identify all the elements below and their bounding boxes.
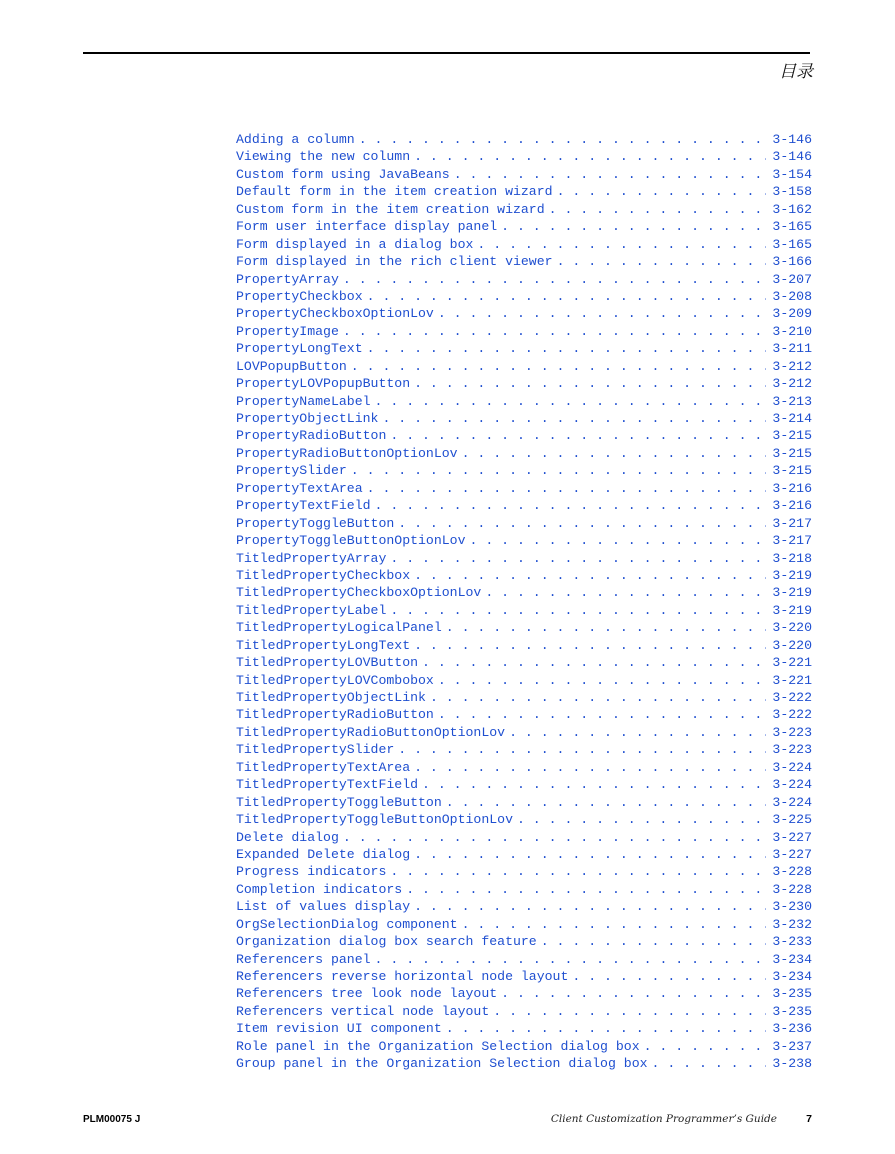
- toc-entry[interactable]: [236, 602, 812, 619]
- toc-leader-dots: [414, 637, 766, 654]
- toc-entry-page[interactable]: 3-214: [772, 411, 812, 426]
- toc-entry-page[interactable]: 3-165: [772, 219, 812, 235]
- toc-entry-title[interactable]: TitledPropertyObjectLink: [236, 690, 426, 705]
- toc-entry-title[interactable]: Referencers tree look node layout: [236, 986, 498, 1002]
- toc-entry-title[interactable]: TitledPropertyLOVCombobox: [236, 672, 434, 688]
- toc-entry[interactable]: [236, 898, 812, 915]
- toc-entry-page[interactable]: 3-207: [772, 271, 812, 287]
- toc-entry-title[interactable]: PropertyCheckboxOptionLov: [236, 306, 434, 322]
- toc-entry-title[interactable]: Completion indicators: [236, 881, 403, 897]
- toc-entry-title[interactable]: PropertyTextField: [236, 498, 371, 514]
- toc-leader-dots: [343, 271, 766, 288]
- toc-entry[interactable]: [236, 253, 812, 270]
- toc-entry[interactable]: [236, 584, 812, 601]
- toc-entry-page[interactable]: 3-235: [772, 1003, 812, 1019]
- header-rule: [83, 52, 810, 54]
- toc-entry[interactable]: [236, 829, 812, 846]
- toc-entry-title[interactable]: TitledPropertyLOVButton: [236, 655, 419, 671]
- toc-entry-page[interactable]: 3-166: [772, 254, 812, 270]
- toc-entry-page[interactable]: 3-221: [772, 655, 812, 671]
- toc-leader-dots: [382, 410, 766, 427]
- toc-entry[interactable]: [236, 724, 812, 741]
- toc-entry-page[interactable]: 3-212: [772, 376, 812, 392]
- toc-leader-dots: [549, 201, 766, 218]
- toc-entry-title[interactable]: TitledPropertyArray: [236, 550, 387, 566]
- toc-leader-dots: [446, 794, 766, 811]
- toc-entry[interactable]: [236, 985, 812, 1002]
- toc-entry-page[interactable]: 3-222: [772, 707, 812, 723]
- toc-leader-dots: [398, 515, 766, 532]
- toc-entry-title[interactable]: TitledPropertyTextArea: [236, 759, 411, 775]
- toc-entry[interactable]: [236, 776, 812, 793]
- toc-entry-title[interactable]: Viewing the new column: [236, 149, 411, 165]
- toc-entry-page[interactable]: 3-219: [772, 567, 812, 583]
- toc-entry[interactable]: [236, 305, 812, 322]
- section-title: 目录: [779, 62, 813, 82]
- toc-leader-dots: [644, 1038, 766, 1055]
- toc-entry-title[interactable]: TitledPropertyRadioButton: [236, 707, 434, 723]
- toc-leader-dots: [446, 619, 766, 636]
- toc-entry[interactable]: [236, 637, 812, 654]
- toc-entry[interactable]: [236, 968, 812, 985]
- toc-entry[interactable]: [236, 148, 812, 165]
- toc-entry-page[interactable]: 3-224: [772, 794, 812, 810]
- toc-entry-title[interactable]: Role panel in the Organization Selection dialog box: [236, 1038, 640, 1054]
- toc-entry-title[interactable]: Progress indicators: [236, 864, 387, 880]
- toc-entry[interactable]: [236, 916, 812, 933]
- toc-entry-page[interactable]: 3-223: [772, 724, 812, 740]
- toc-entry[interactable]: [236, 794, 812, 811]
- toc-entry-page[interactable]: 3-224: [772, 777, 812, 793]
- toc-entry-title[interactable]: Custom form using JavaBeans: [236, 166, 450, 182]
- toc-entry-title[interactable]: PropertyArray: [236, 271, 339, 287]
- toc-entry-title[interactable]: PropertyTextArea: [236, 480, 363, 496]
- toc-leader-dots: [517, 811, 766, 828]
- toc-entry-title[interactable]: TitledPropertyLogicalPanel: [236, 620, 442, 636]
- toc-leader-dots: [390, 863, 766, 880]
- table-of-contents: [236, 131, 812, 1073]
- toc-entry[interactable]: [236, 445, 812, 462]
- toc-entry[interactable]: [236, 393, 812, 410]
- toc-entry[interactable]: [236, 236, 812, 253]
- toc-entry[interactable]: [236, 183, 812, 200]
- toc-entry-page[interactable]: 3-211: [772, 341, 812, 357]
- toc-entry-page[interactable]: 3-233: [772, 934, 812, 950]
- toc-entry-page[interactable]: 3-154: [772, 166, 812, 182]
- toc-leader-dots: [501, 985, 766, 1002]
- toc-entry[interactable]: [236, 323, 812, 340]
- toc-leader-dots: [438, 305, 766, 322]
- toc-entry-page[interactable]: 3-220: [772, 620, 812, 636]
- toc-entry[interactable]: [236, 1003, 812, 1020]
- toc-entry[interactable]: [236, 811, 812, 828]
- footer-doc-code: PLM00075 J: [83, 1114, 141, 1125]
- toc-entry-title[interactable]: TitledPropertyToggleButton: [236, 794, 442, 810]
- toc-entry-page[interactable]: 3-210: [772, 323, 812, 339]
- toc-entry-page[interactable]: 3-146: [772, 149, 812, 165]
- toc-leader-dots: [367, 288, 766, 305]
- toc-leader-dots: [470, 532, 767, 549]
- toc-leader-dots: [390, 550, 766, 567]
- toc-leader-dots: [501, 218, 766, 235]
- toc-leader-dots: [438, 672, 766, 689]
- footer-page-number: 7: [806, 1113, 812, 1125]
- toc-leader-dots: [367, 340, 766, 357]
- toc-entry-title[interactable]: Group panel in the Organization Selection dialog box: [236, 1056, 648, 1072]
- toc-entry-page[interactable]: 3-215: [772, 428, 812, 444]
- toc-entry-title[interactable]: Adding a column: [236, 132, 355, 147]
- toc-entry-page[interactable]: 3-162: [772, 201, 812, 217]
- toc-entry-title[interactable]: TitledPropertyCheckboxOptionLov: [236, 585, 482, 601]
- toc-entry[interactable]: [236, 689, 812, 706]
- toc-entry-title[interactable]: Form displayed in a dialog box: [236, 236, 474, 252]
- toc-entry-page[interactable]: 3-217: [772, 515, 812, 531]
- toc-entry[interactable]: [236, 515, 812, 532]
- toc-entry[interactable]: [236, 863, 812, 880]
- toc-entry[interactable]: [236, 672, 812, 689]
- toc-entry-title[interactable]: TitledPropertyLabel: [236, 602, 387, 618]
- toc-entry-page[interactable]: 3-218: [772, 550, 812, 566]
- toc-entry-title[interactable]: PropertyObjectLink: [236, 411, 379, 426]
- toc-entry[interactable]: [236, 462, 812, 479]
- toc-entry-title[interactable]: Form user interface display panel: [236, 219, 498, 235]
- toc-entry-page[interactable]: 3-212: [772, 358, 812, 374]
- toc-leader-dots: [414, 846, 766, 863]
- toc-entry-page[interactable]: 3-165: [772, 236, 812, 252]
- toc-entry-page[interactable]: 3-225: [772, 812, 812, 828]
- toc-entry-title[interactable]: Item revision UI component: [236, 1021, 442, 1037]
- toc-leader-dots: [398, 741, 766, 758]
- toc-entry-page[interactable]: 3-216: [772, 480, 812, 496]
- toc-leader-dots: [375, 951, 766, 968]
- toc-entry-title[interactable]: PropertyToggleButtonOptionLov: [236, 533, 466, 549]
- toc-entry-page[interactable]: 3-227: [772, 846, 812, 862]
- toc-leader-dots: [430, 689, 766, 706]
- toc-entry-title[interactable]: PropertyCheckbox: [236, 288, 363, 304]
- toc-entry-title[interactable]: List of values display: [236, 899, 411, 915]
- toc-leader-dots: [343, 829, 766, 846]
- toc-leader-dots: [406, 881, 766, 898]
- toc-entry-title[interactable]: Form displayed in the rich client viewer: [236, 254, 553, 270]
- toc-leader-dots: [414, 148, 766, 165]
- toc-leader-dots: [493, 1003, 766, 1020]
- toc-leader-dots: [446, 1020, 766, 1037]
- toc-leader-dots: [557, 183, 766, 200]
- toc-entry-page[interactable]: 3-213: [772, 393, 812, 409]
- toc-entry-page[interactable]: 3-223: [772, 742, 812, 758]
- footer-guide-title: Client Customization Programmer’s Guide: [550, 1113, 777, 1125]
- toc-leader-dots: [414, 898, 766, 915]
- toc-entry-title[interactable]: TitledPropertySlider: [236, 742, 395, 758]
- toc-leader-dots: [652, 1055, 766, 1072]
- toc-leader-dots: [390, 602, 766, 619]
- toc-entry-title[interactable]: Referencers vertical node layout: [236, 1003, 490, 1019]
- toc-leader-dots: [485, 584, 766, 601]
- toc-entry-title[interactable]: TitledPropertyTextField: [236, 777, 419, 793]
- toc-leader-dots: [351, 358, 766, 375]
- toc-leader-dots: [390, 427, 766, 444]
- toc-entry-page[interactable]: 3-224: [772, 759, 812, 775]
- toc-entry-title[interactable]: LOVPopupButton: [236, 358, 347, 374]
- toc-entry-title[interactable]: TitledPropertyToggleButtonOptionLov: [236, 812, 513, 828]
- toc-leader-dots: [343, 323, 766, 340]
- toc-leader-dots: [572, 968, 766, 985]
- toc-entry[interactable]: [236, 218, 812, 235]
- toc-entry-page[interactable]: 3-219: [772, 585, 812, 601]
- toc-leader-dots: [375, 393, 766, 410]
- toc-entry-title[interactable]: PropertyRadioButtonOptionLov: [236, 445, 458, 461]
- toc-entry-page[interactable]: 3-217: [772, 533, 812, 549]
- toc-entry-title[interactable]: TitledPropertyRadioButtonOptionLov: [236, 724, 506, 740]
- toc-entry-title[interactable]: PropertySlider: [236, 463, 347, 479]
- toc-entry-page[interactable]: 3-232: [772, 916, 812, 932]
- toc-entry-title[interactable]: Custom form in the item creation wizard: [236, 201, 545, 217]
- toc-entry[interactable]: [236, 706, 812, 723]
- toc-entry[interactable]: [236, 951, 812, 968]
- toc-leader-dots: [422, 654, 766, 671]
- toc-entry-page[interactable]: 3-215: [772, 463, 812, 479]
- toc-entry[interactable]: [236, 741, 812, 758]
- toc-entry[interactable]: [236, 201, 812, 218]
- toc-entry-title[interactable]: PropertyLOVPopupButton: [236, 376, 411, 392]
- toc-entry-title[interactable]: Expanded Delete dialog: [236, 846, 411, 862]
- toc-entry[interactable]: [236, 166, 812, 183]
- toc-entry[interactable]: [236, 654, 812, 671]
- toc-entry[interactable]: [236, 131, 812, 148]
- toc-entry-page[interactable]: 3-237: [772, 1038, 812, 1054]
- toc-entry[interactable]: [236, 1020, 812, 1037]
- toc-entry-page[interactable]: 3-146: [772, 132, 812, 147]
- toc-entry-title[interactable]: Referencers panel: [236, 951, 371, 967]
- toc-entry-title[interactable]: TitledPropertyCheckbox: [236, 567, 411, 583]
- toc-leader-dots: [462, 916, 766, 933]
- toc-entry[interactable]: [236, 759, 812, 776]
- toc-leader-dots: [414, 759, 766, 776]
- toc-leader-dots: [557, 253, 766, 270]
- toc-entry-title[interactable]: Referencers reverse horizontal node layout: [236, 969, 569, 984]
- toc-entry[interactable]: [236, 427, 812, 444]
- toc-entry-title[interactable]: PropertyRadioButton: [236, 428, 387, 444]
- toc-leader-dots: [422, 776, 766, 793]
- toc-entry-page[interactable]: 3-208: [772, 288, 812, 304]
- toc-entry-title[interactable]: PropertyLongText: [236, 341, 363, 357]
- toc-entry-page[interactable]: 3-238: [772, 1056, 812, 1072]
- toc-entry-title[interactable]: Organization dialog box search feature: [236, 934, 537, 950]
- toc-entry[interactable]: [236, 550, 812, 567]
- toc-entry-title[interactable]: OrgSelectionDialog component: [236, 916, 458, 932]
- toc-entry-page[interactable]: 3-215: [772, 445, 812, 461]
- toc-entry-page[interactable]: 3-230: [772, 899, 812, 915]
- toc-leader-dots: [462, 445, 766, 462]
- toc-entry[interactable]: [236, 288, 812, 305]
- toc-leader-dots: [375, 497, 766, 514]
- toc-leader-dots: [414, 567, 766, 584]
- toc-entry-page[interactable]: 3-228: [772, 881, 812, 897]
- toc-entry[interactable]: [236, 881, 812, 898]
- toc-entry[interactable]: [236, 358, 812, 375]
- toc-leader-dots: [414, 375, 766, 392]
- toc-leader-dots: [454, 166, 766, 183]
- toc-entry-title[interactable]: PropertyNameLabel: [236, 393, 371, 409]
- toc-entry-page[interactable]: 3-209: [772, 306, 812, 322]
- toc-entry-page[interactable]: 3-219: [772, 602, 812, 618]
- toc-entry-page[interactable]: 3-222: [772, 690, 812, 705]
- toc-entry[interactable]: [236, 567, 812, 584]
- toc-entry-page[interactable]: 3-216: [772, 498, 812, 514]
- toc-entry[interactable]: [236, 340, 812, 357]
- toc-leader-dots: [351, 462, 766, 479]
- toc-entry-page[interactable]: 3-158: [772, 184, 812, 200]
- toc-leader-dots: [509, 724, 766, 741]
- toc-entry[interactable]: [236, 480, 812, 497]
- toc-leader-dots: [438, 706, 766, 723]
- toc-entry[interactable]: [236, 532, 812, 549]
- toc-entry-page[interactable]: 3-234: [772, 951, 812, 967]
- toc-entry-title[interactable]: Delete dialog: [236, 829, 339, 845]
- toc-entry[interactable]: [236, 1038, 812, 1055]
- toc-leader-dots: [541, 933, 766, 950]
- toc-entry[interactable]: [236, 1055, 812, 1072]
- toc-entry-page[interactable]: 3-220: [772, 637, 812, 653]
- toc-entry[interactable]: [236, 375, 812, 392]
- toc-leader-dots: [359, 131, 766, 148]
- toc-entry[interactable]: [236, 619, 812, 636]
- toc-entry[interactable]: [236, 271, 812, 288]
- toc-entry-page[interactable]: 3-228: [772, 864, 812, 880]
- toc-entry-page[interactable]: 3-236: [772, 1021, 812, 1037]
- toc-entry[interactable]: [236, 933, 812, 950]
- toc-entry-title[interactable]: PropertyImage: [236, 323, 339, 339]
- toc-entry[interactable]: [236, 410, 812, 427]
- toc-entry-page[interactable]: 3-227: [772, 829, 812, 845]
- toc-entry-title[interactable]: TitledPropertyLongText: [236, 637, 411, 653]
- toc-leader-dots: [367, 480, 766, 497]
- toc-entry[interactable]: [236, 497, 812, 514]
- toc-entry-title[interactable]: PropertyToggleButton: [236, 515, 395, 531]
- toc-entry-page[interactable]: 3-221: [772, 672, 812, 688]
- toc-entry-page[interactable]: 3-234: [772, 969, 812, 984]
- toc-leader-dots: [477, 236, 766, 253]
- toc-entry-title[interactable]: Default form in the item creation wizard: [236, 184, 553, 200]
- toc-entry-page[interactable]: 3-235: [772, 986, 812, 1002]
- toc-entry[interactable]: [236, 846, 812, 863]
